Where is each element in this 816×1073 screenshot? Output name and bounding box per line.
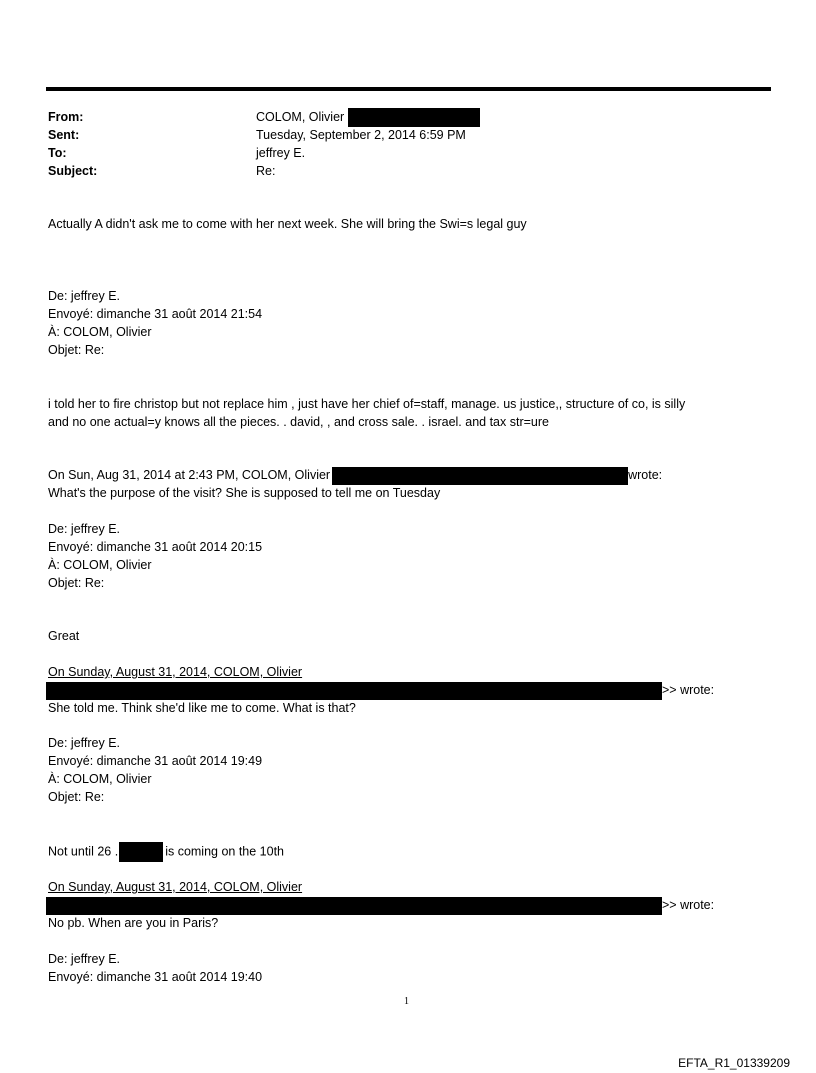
page-number: 1 — [404, 996, 409, 1007]
from-value: COLOM, Olivier — [256, 110, 345, 124]
quote-sent: Envoyé: dimanche 31 août 2014 20:15 — [48, 540, 263, 554]
to-label: To: — [48, 146, 67, 160]
quote-from: De: jeffrey E. — [48, 736, 121, 750]
quote-sent: Envoyé: dimanche 31 août 2014 19:40 — [48, 970, 263, 984]
quote-from: De: jeffrey E. — [48, 952, 121, 966]
message-text: What's the purpose of the visit? She is supposed to tell me on Tuesday — [48, 486, 441, 500]
subject-value: Re: — [256, 164, 276, 178]
from-label: From: — [48, 110, 84, 124]
from-row — [48, 108, 480, 126]
subject-row — [48, 162, 480, 180]
redaction-box — [348, 108, 480, 127]
message-text: She told me. Think she'd like me to come. What is that? — [48, 701, 356, 715]
quote-to: À: COLOM, Olivier — [48, 558, 152, 572]
reply-attribution — [48, 466, 662, 484]
quote-from: De: jeffrey E. — [48, 522, 121, 536]
quote-sent: Envoyé: dimanche 31 août 2014 21:54 — [48, 307, 263, 321]
document-id: EFTA_R1_01339209 — [678, 1056, 790, 1070]
redaction-box — [46, 682, 662, 700]
message-text: Great — [48, 629, 80, 643]
email-header — [48, 108, 480, 180]
quote-subject: Objet: Re: — [48, 790, 105, 804]
attribution-prefix: On Sun, Aug 31, 2014 at 2:43 PM, COLOM, Olivier — [48, 468, 331, 482]
quote-from: De: jeffrey E. — [48, 289, 121, 303]
to-value: jeffrey E. — [256, 146, 306, 160]
header-rule — [46, 87, 771, 91]
quote-subject: Objet: Re: — [48, 576, 105, 590]
message-text: i told her to fire christop but not replace him , just have her chief of=staff, manage. us justice,, structure of co, is silly — [48, 397, 686, 411]
message-suffix: is coming on the 10th — [165, 844, 285, 859]
message-text: No pb. When are you in Paris? — [48, 916, 219, 930]
quote-subject: Objet: Re: — [48, 343, 105, 357]
message-text — [48, 842, 284, 860]
redaction-box — [119, 842, 163, 862]
redaction-box — [332, 467, 628, 485]
message-text: and no one actual=y knows all the pieces. . david, , and cross sale. . israel. and tax str=ure — [48, 415, 549, 429]
attribution-suffix: >> wrote: — [662, 683, 715, 697]
sent-row — [48, 126, 480, 144]
subject-label: Subject: — [48, 164, 98, 178]
redaction-box — [46, 897, 662, 915]
reply-attribution: On Sunday, August 31, 2014, COLOM, Olivier — [48, 665, 303, 679]
to-row — [48, 144, 480, 162]
reply-attribution: On Sunday, August 31, 2014, COLOM, Olivier — [48, 880, 303, 894]
sent-value: Tuesday, September 2, 2014 6:59 PM — [256, 128, 466, 142]
quote-to: À: COLOM, Olivier — [48, 772, 152, 786]
message-prefix: Not until 26 . — [48, 844, 119, 859]
quote-sent: Envoyé: dimanche 31 août 2014 19:49 — [48, 754, 263, 768]
message-text: Actually A didn't ask me to come with her next week. She will bring the Swi=s legal guy — [48, 217, 527, 231]
attribution-suffix: >> wrote: — [662, 898, 715, 912]
quote-to: À: COLOM, Olivier — [48, 325, 152, 339]
sent-label: Sent: — [48, 128, 80, 142]
attribution-suffix: wrote: — [628, 468, 663, 482]
reply-attribution-cont — [46, 681, 714, 699]
reply-attribution-cont — [46, 896, 714, 914]
